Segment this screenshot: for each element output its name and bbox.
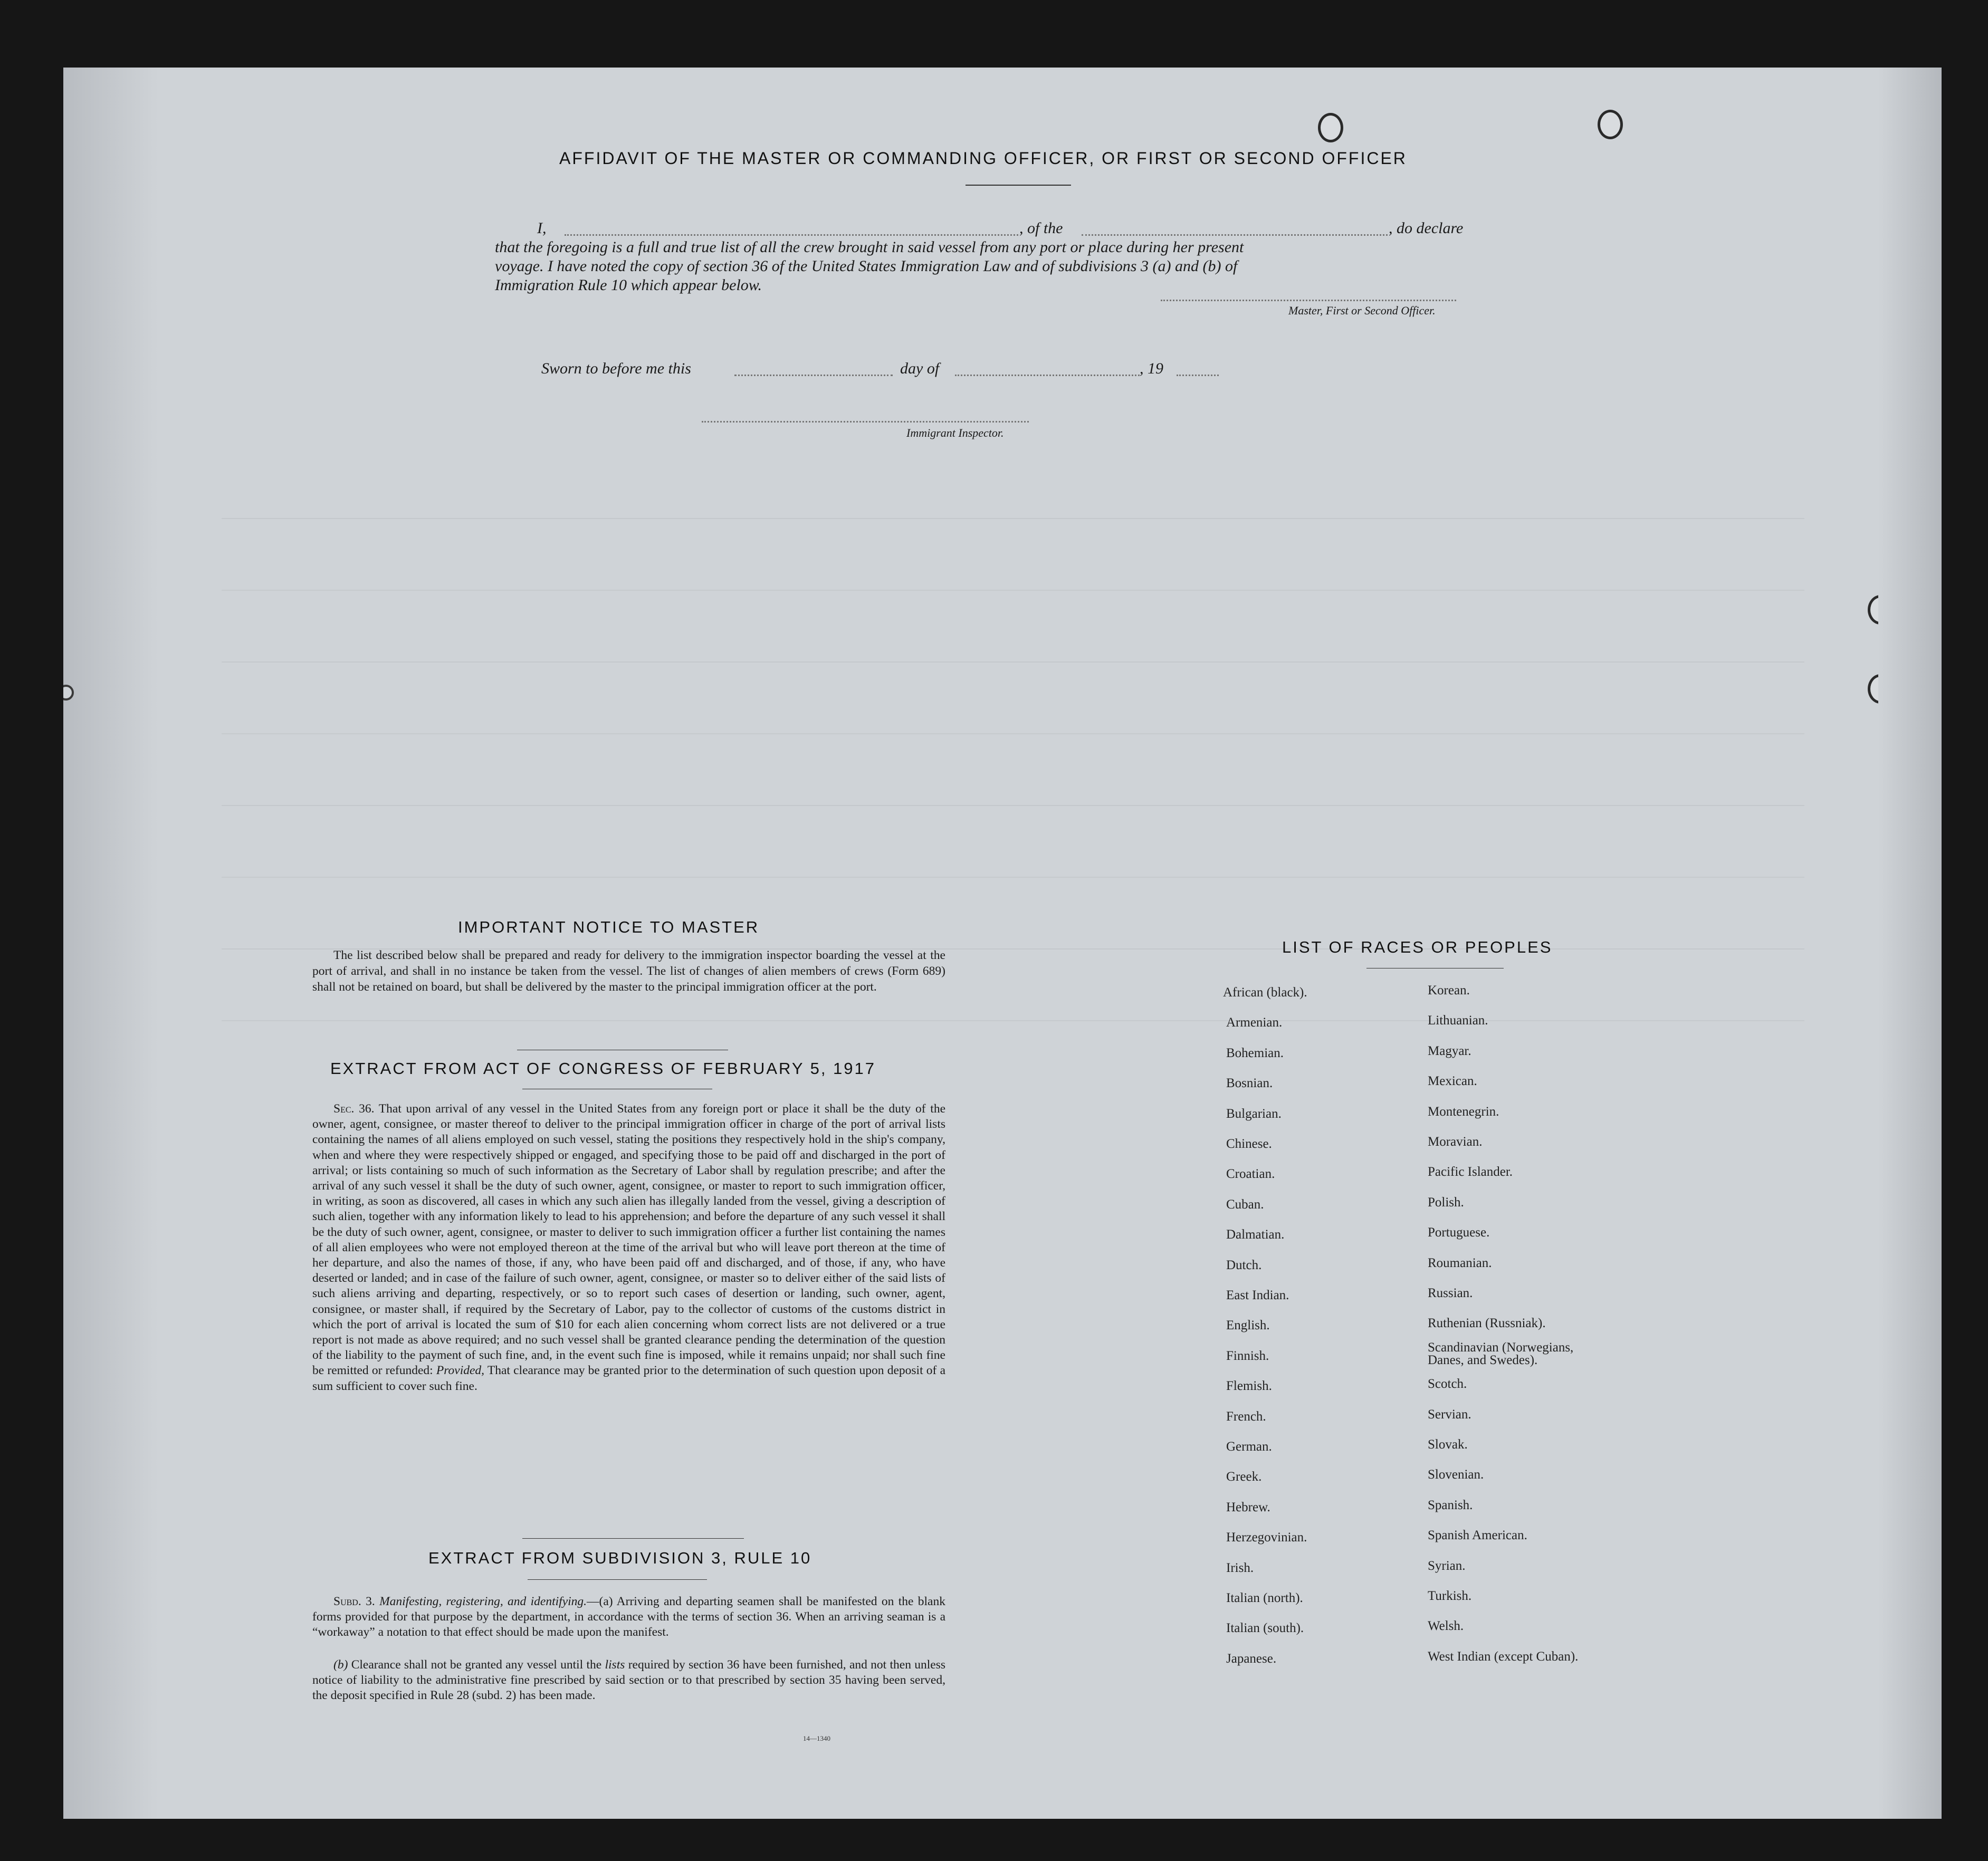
- sworn-day-field[interactable]: [734, 375, 893, 376]
- race-item: Spanish.: [1428, 1498, 1473, 1512]
- affidavit-title-rule: [966, 185, 1071, 186]
- race-item: African (black).: [1223, 985, 1307, 1000]
- para-b-text-1: Clearance shall not be granted any vessel until the: [351, 1658, 602, 1672]
- race-item: Bohemian.: [1226, 1045, 1284, 1060]
- races-title: LIST OF RACES OR PEOPLES: [1282, 938, 1553, 956]
- para-b-label: (b): [333, 1658, 348, 1672]
- sworn-label: Sworn to before me this: [541, 360, 691, 377]
- notice-text: The list described below shall be prepared and ready for delivery to the immigration inspector boarding the vessel at the port of arrival, and shall in no instance be taken from the vessel. The list of changes of alien members of crews (Form 689) shall not be retained on board, but shall be delivered by the master to the principal immigration officer at the port.: [312, 948, 945, 994]
- race-item: Lithuanian.: [1428, 1013, 1488, 1028]
- race-item: Ruthenian (Russniak).: [1428, 1316, 1546, 1331]
- proviso-text: That clearance may be granted prior to the determination of such question upon deposit of a sum sufficient to cover such fine.: [312, 1364, 946, 1393]
- race-item: Scotch.: [1428, 1377, 1467, 1392]
- binder-hole-right-3: [1898, 1170, 1924, 1200]
- race-item: Portuguese.: [1428, 1225, 1490, 1240]
- officer-signature-field[interactable]: [1161, 300, 1456, 301]
- affidavit-title: AFFIDAVIT OF THE MASTER OR COMMANDING OFFICER, OR FIRST OR SECOND OFFICER: [559, 149, 1407, 168]
- day-of-label: day of: [900, 360, 940, 377]
- race-item: Irish.: [1226, 1560, 1254, 1575]
- race-item: Turkish.: [1428, 1589, 1472, 1603]
- race-item: Russian.: [1428, 1286, 1473, 1300]
- provided-label: Provided,: [436, 1364, 485, 1378]
- sworn-year-field[interactable]: [1177, 375, 1219, 376]
- subdivision-a-text: [312, 1594, 945, 1641]
- race-item: Italian (north).: [1226, 1591, 1303, 1605]
- form-number: 14—1340: [803, 1734, 830, 1742]
- affidavit-do-declare: , do declare: [1389, 219, 1464, 237]
- sec-36-body: That upon arrival of any vessel in the United States from any foreign port or place it shall be the duty of the owner, agent, consignee, or master thereof to deliver to the principal immigration officer in charge of the port of arrival lists containing the names of all aliens employed on such vessel, stating the positions they respectively hold in the ship's company, when and where they were respectively shipped or engaged, and specifying those to be paid off and discharged in the port of arrival; or lists containing so much of such information as the Secretary of Labor shall by regulation prescribe; and after the arrival of any such vessel it shall be the duty of such owner, agent, consignee, or master to report to such immigration officer, in writing, as soon as discovered, all cases in which any such alien has illegally landed from the vessel, giving a description of such alien, together with any information likely to lead to his apprehension; and before the departure of any such vessel it shall be the duty of such owner, agent, consignee, or master to deliver to such immigration officer a further list containing the names of all alien employees who were not employed thereon at the time of the arrival but who will leave port thereon at the time of her departure, and also the names of those, if any, who have been paid off and discharged, and of those, if any, who have deserted or landed; and in case of the failure of such owner, agent, consignee, or master so to deliver either of the said lists of such aliens arriving and departing, respectively, or so to report such cases of desertion or landing, such owner, agent, consignee, or master shall, if required by the Secretary of Labor, pay to the collector of customs of the customs district in which the port of arrival is located the sum of $10 for each alien concerning whom correct lists are not delivered or a true report is not made as above required; and no such vessel shall be granted clearance pending the determination of the question of the liability to the payment of such fine, and, in the event such fine is imposed, while it remains unpaid; nor shall such fine be remitted or refunded:: [312, 1102, 946, 1378]
- race-item: West Indian (except Cuban).: [1428, 1649, 1579, 1664]
- race-item: Slovenian.: [1428, 1467, 1484, 1482]
- race-item: English.: [1226, 1318, 1270, 1333]
- affidavit-line-4: Immigration Rule 10 which appear below.: [495, 276, 762, 294]
- race-item: Greek.: [1226, 1470, 1262, 1484]
- race-item: Pacific Islander.: [1428, 1165, 1513, 1179]
- race-item: Croatian.: [1226, 1167, 1275, 1182]
- binder-hole-right-2: [1868, 674, 1893, 704]
- race-item: Dutch.: [1226, 1258, 1262, 1272]
- race-item: Spanish American.: [1428, 1528, 1527, 1543]
- signature-caption: Master, First or Second Officer.: [1288, 304, 1436, 317]
- race-item: East Indian.: [1226, 1288, 1289, 1302]
- race-item: Polish.: [1428, 1195, 1464, 1210]
- race-item: Slovak.: [1428, 1437, 1468, 1452]
- extract-act-text: [312, 1101, 945, 1394]
- binder-hole-left: [63, 685, 74, 701]
- race-item: Welsh.: [1428, 1619, 1464, 1634]
- race-item: German.: [1226, 1440, 1272, 1454]
- race-item: Dalmatian.: [1226, 1227, 1285, 1242]
- race-item: Hebrew.: [1226, 1500, 1270, 1514]
- race-item: Cuban.: [1226, 1197, 1264, 1212]
- binder-hole-top-2: [1598, 110, 1623, 139]
- inspector-caption: Immigrant Inspector.: [906, 426, 1004, 439]
- notice-title: IMPORTANT NOTICE TO MASTER: [458, 918, 760, 936]
- extract-rule-title: EXTRACT FROM SUBDIVISION 3, RULE 10: [428, 1549, 812, 1567]
- race-item: Italian (south).: [1226, 1621, 1304, 1636]
- affidavit-i-label: I,: [537, 219, 547, 237]
- para-b-lists: lists: [605, 1658, 625, 1672]
- affidavit-of-the-label: , of the: [1019, 219, 1063, 237]
- inspector-signature-field[interactable]: [702, 421, 1029, 423]
- race-item: Chinese.: [1226, 1137, 1272, 1151]
- extract-rule-rule: [528, 1579, 707, 1580]
- race-item: Servian.: [1428, 1407, 1471, 1422]
- sworn-month-field[interactable]: [955, 375, 1140, 376]
- subd-3-heading: Manifesting, registering, and identifying.: [379, 1595, 587, 1608]
- affidavit-line-2: that the foregoing is a full and true list of all the crew brought in said vessel from any port or place during her present: [495, 238, 1244, 256]
- race-item: Roumanian.: [1428, 1255, 1492, 1270]
- extract-act-title: EXTRACT FROM ACT OF CONGRESS OF FEBRUARY 5, 1917: [330, 1059, 876, 1078]
- para-a-text: —(a) Arriving and departing seamen shall be manifested on the blank forms provided for that purpose by the department, in accordance with the terms of section 36. When an arriving seaman is a “workaway” a notation to that effect should be made upon the manifest.: [312, 1595, 945, 1639]
- race-item: French.: [1226, 1409, 1266, 1424]
- binder-hole-right-1: [1868, 595, 1893, 625]
- race-item: Syrian.: [1428, 1558, 1466, 1573]
- race-item: Magyar.: [1428, 1043, 1471, 1058]
- binder-hole-right-4: [1898, 1249, 1924, 1279]
- para-b-text-2: required by section 36 have been furnished, and not then unless notice of liability to the administrative fine prescribed by said section or to that prescribed by section 35 having been served, the deposit specified in Rule 28 (subd. 2) has been made.: [312, 1658, 945, 1703]
- master-name-field[interactable]: [565, 234, 1018, 236]
- race-item: Finnish.: [1226, 1348, 1269, 1363]
- race-item: Armenian.: [1226, 1015, 1283, 1030]
- document-sheet: [63, 68, 1942, 1819]
- race-item: Bulgarian.: [1226, 1106, 1282, 1121]
- race-item: Montenegrin.: [1428, 1104, 1499, 1119]
- vessel-name-field[interactable]: [1082, 234, 1388, 236]
- race-item: Bosnian.: [1226, 1076, 1273, 1091]
- race-item: Japanese.: [1226, 1651, 1277, 1666]
- race-item: Mexican.: [1428, 1074, 1477, 1089]
- race-item: Flemish.: [1226, 1379, 1272, 1394]
- binder-hole-top-1: [1318, 113, 1343, 142]
- subdivision-b-text: [312, 1657, 945, 1704]
- year-label: , 19: [1140, 360, 1163, 377]
- subd-3-label: Subd. 3.: [333, 1595, 375, 1608]
- race-item: Herzegovinian.: [1226, 1530, 1307, 1545]
- race-item: Moravian.: [1428, 1135, 1483, 1149]
- race-item: Korean.: [1428, 983, 1470, 997]
- extract-act-end-rule: [522, 1538, 744, 1539]
- affidavit-line-3: voyage. I have noted the copy of section 36 of the United States Immigration Law and of subdivisions 3 (a) and (b) of: [495, 257, 1238, 275]
- race-item: Scandinavian (Norwegians, Danes, and Swedes).: [1428, 1340, 1574, 1367]
- sec-36-label: Sec. 36.: [333, 1102, 375, 1116]
